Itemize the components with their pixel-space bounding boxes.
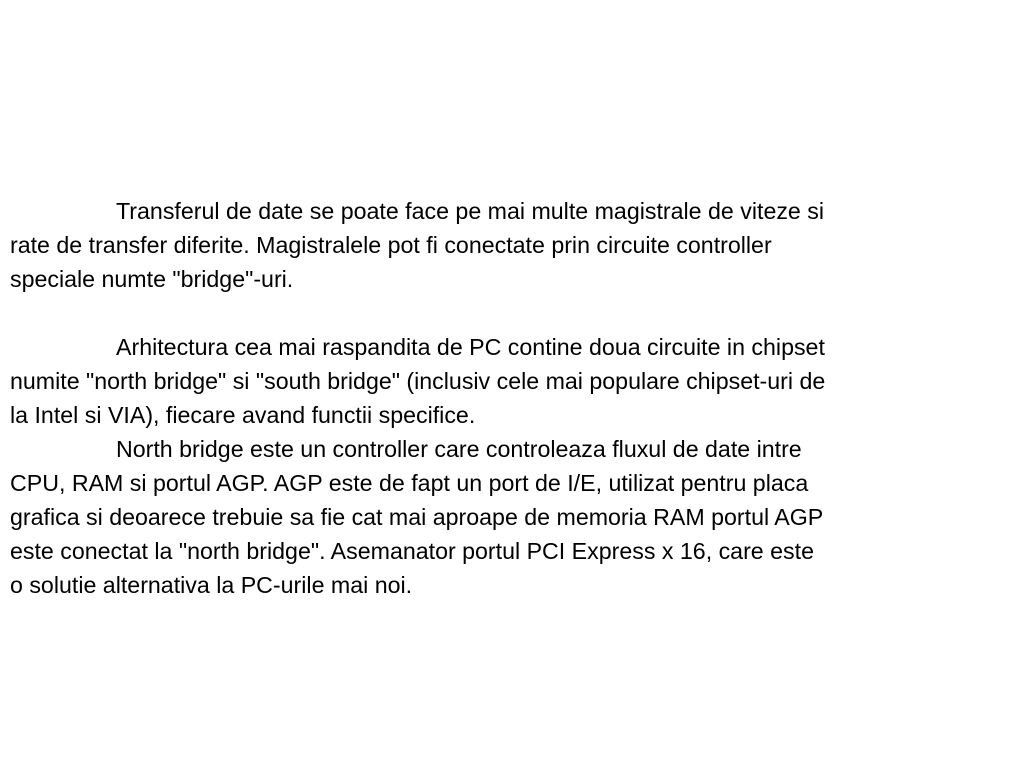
text-line: Transferul de date se poate face pe mai multe magistrale de viteze si [116,198,825,224]
text-line: speciale numte "bridge"-uri. [10,266,294,292]
paragraph-spacer [10,296,1014,330]
text-line: numite "north bridge" si "south bridge" (inclusiv cele mai populare chipset-uri de [10,368,826,394]
text-line: este conectat la "north bridge". Asemanator portul PCI Express x 16, care este [10,538,814,564]
text-line: o solutie alternativa la PC-urile mai noi. [10,572,413,598]
text-line: grafica si deoarece trebuie sa fie cat mai aproape de memoria RAM portul AGP [10,504,824,530]
text-line: la Intel si VIA), fiecare avand functii specifice. [10,402,476,428]
paragraph-north-bridge [10,432,1014,602]
text-line: North bridge este un controller care controleaza fluxul de date intre [116,436,802,462]
paragraph-bridges-intro [10,194,1014,296]
slide-text-body [10,194,1014,602]
text-line: Arhitectura cea mai raspandita de PC contine doua circuite in chipset [116,334,825,360]
paragraph-pc-architecture [10,330,1014,432]
text-line: rate de transfer diferite. Magistralele pot fi conectate prin circuite controller [10,232,772,258]
text-line: CPU, RAM si portul AGP. AGP este de fapt un port de I/E, utilizat pentru placa [10,470,809,496]
